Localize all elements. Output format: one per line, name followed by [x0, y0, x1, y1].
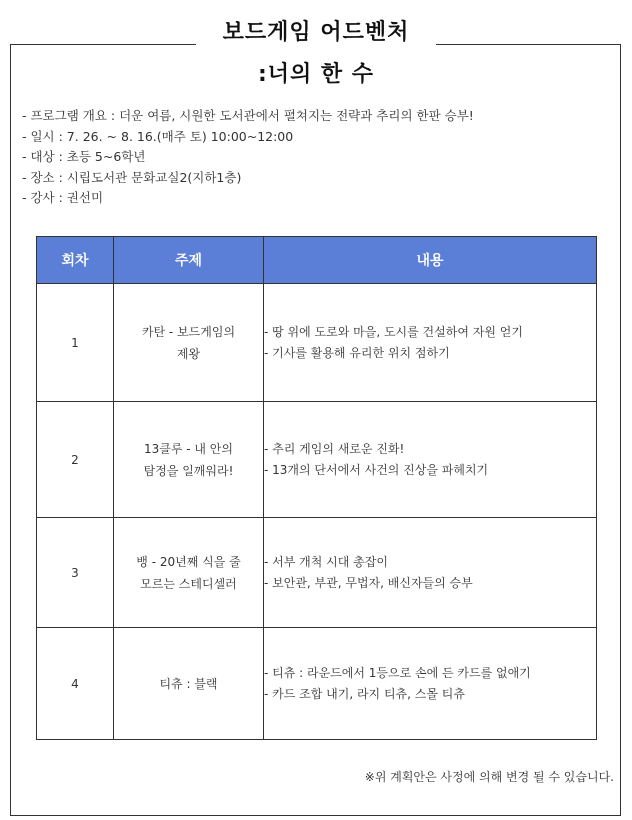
topic-line: 뱅 - 20년째 식을 줄 — [136, 554, 241, 569]
content-line: - 카드 조합 내기, 라지 티츄, 스몰 티츄 — [264, 686, 465, 701]
page-subtitle: :너의 한 수 — [257, 62, 375, 87]
change-notice: ※위 계획안은 사정에 의해 변경 될 수 있습니다. — [364, 770, 614, 784]
info-location: - 장소 : 시립도서관 문화교실2(지하1층) — [22, 169, 242, 185]
session-number: 3 — [37, 518, 114, 628]
page-title: 보드게임 어드벤처 — [222, 20, 410, 45]
table-row — [37, 628, 597, 740]
session-content — [264, 284, 597, 402]
session-topic — [114, 284, 264, 402]
header-session: 회차 — [37, 237, 114, 284]
session-content — [264, 628, 597, 740]
content-line: - 땅 위에 도로와 마을, 도시를 건설하여 자원 얻기 — [264, 324, 523, 339]
topic-line: 13클루 - 내 안의 — [143, 441, 233, 456]
topic-line: 모르는 스테디셀러 — [140, 576, 237, 591]
info-instructor: - 강사 : 권선미 — [22, 190, 104, 205]
schedule-table — [36, 236, 597, 740]
topic-line: 카탄 - 보드게임의 — [141, 324, 236, 339]
session-topic — [114, 628, 264, 740]
info-target: - 대상 : 초등 5~6학년 — [22, 149, 146, 164]
content-line: - 13개의 단서에서 사건의 진상을 파헤치기 — [264, 462, 489, 477]
content-line: - 서부 개척 시대 총잡이 — [264, 554, 388, 569]
table-row — [37, 402, 597, 518]
session-number: 2 — [37, 402, 114, 518]
content-line: - 추리 게임의 새로운 진화! — [264, 441, 405, 456]
session-number: 4 — [37, 628, 114, 740]
content-line: - 보안관, 부관, 무법자, 배신자들의 승부 — [264, 575, 473, 590]
info-date: - 일시 : 7. 26. ~ 8. 16.(매주 토) 10:00~12:00 — [22, 128, 294, 144]
info-overview: - 프로그램 개요 : 더운 여름, 시원한 도서관에서 펼쳐지는 전략과 추리의 한판 승부! — [22, 108, 474, 123]
content-line: - 티츄 : 라운드에서 1등으로 손에 든 카드를 없애기 — [264, 665, 531, 680]
session-content — [264, 402, 597, 518]
table-header-row — [37, 237, 597, 284]
program-info — [22, 106, 474, 209]
content-line: - 기사를 활용해 유리한 위치 점하기 — [264, 345, 450, 360]
header-topic: 주제 — [114, 237, 264, 284]
table-row — [37, 518, 597, 628]
session-topic — [114, 518, 264, 628]
topic-line: 티츄 : 블랙 — [159, 676, 218, 691]
session-content — [264, 518, 597, 628]
header-content: 내용 — [264, 237, 597, 284]
topic-line: 탐정을 일깨워라! — [143, 463, 234, 478]
topic-line: 제왕 — [176, 346, 201, 361]
session-number: 1 — [37, 284, 114, 402]
table-row — [37, 284, 597, 402]
session-topic — [114, 402, 264, 518]
